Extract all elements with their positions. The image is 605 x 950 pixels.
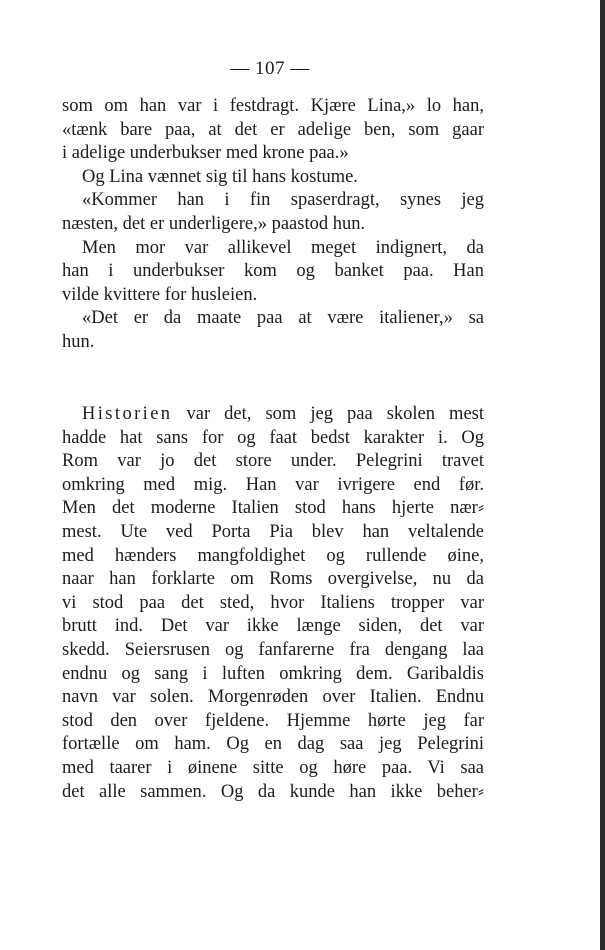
text-line: «Kommer han i fin spaserdragt, synes jeg (82, 190, 484, 211)
text-line: med taarer i øinene sitte og høre paa. Vi saa (62, 757, 484, 778)
text-line: Men det moderne Italien stod hans hjerte nær⸗ (62, 498, 484, 519)
text-line: i adelige underbukser med krone paa.» (62, 143, 349, 164)
text-line: Og Lina vænnet sig til hans kostume. (82, 166, 358, 187)
text-line: «tænk bare paa, at det er adelige ben, som gaar (62, 119, 484, 140)
text-block-lower (62, 403, 484, 804)
text-line: «Det er da maate paa at være italiener,» sa (82, 308, 484, 329)
page-edge-shadow (600, 0, 605, 950)
spaced-lead-word: Historien (82, 404, 173, 424)
text-line: endnu og sang i luften omkring dem. Garibaldis (62, 663, 484, 684)
page-number: — 107 — (230, 58, 310, 79)
text-line: med hænders mangfoldighet og rullende øine, (62, 545, 484, 566)
text-line: navn var solen. Morgenrøden over Italien. Endnu (62, 687, 484, 708)
text-line: skedd. Seiersrusen og fanfarerne fra dengang laa (62, 639, 484, 660)
text-line: som om han var i festdragt. Kjære Lina,» lo han, (62, 96, 484, 116)
text-line: næsten, det er underligere,» paastod hun. (62, 213, 366, 234)
text-line: Men mor var allikevel meget indignert, da (82, 237, 484, 258)
text-line: Historien var det, som jeg paa skolen mest (82, 404, 484, 424)
text-line: stod den over fjeldene. Hjemme hørte jeg far (62, 710, 484, 731)
text-line: naar han forklarte om Roms overgivelse, nu da (62, 569, 484, 590)
text-line: vilde kvittere for husleien. (62, 284, 258, 305)
text-line: fortælle om ham. Og en dag saa jeg Pelegrini (62, 734, 484, 755)
text-line: hadde hat sans for og faat bedst karakter i. Og (62, 427, 484, 448)
text-block-upper (62, 95, 484, 355)
text-line: brutt ind. Det var ikke længe siden, det var (62, 616, 484, 637)
text-line: Rom var jo det store under. Pelegrini travet (62, 451, 484, 472)
text-line: det alle sammen. Og da kunde han ikke beher⸗ (62, 781, 484, 802)
text-line: omkring med mig. Han var ivrigere end før. (62, 474, 484, 495)
text-line: hun. (62, 331, 95, 352)
text-line: han i underbukser kom og banket paa. Han (62, 261, 484, 282)
text-line: vi stod paa det sted, hvor Italiens tropper var (62, 592, 484, 613)
text-line: mest. Ute ved Porta Pia blev han veltalende (62, 521, 484, 542)
